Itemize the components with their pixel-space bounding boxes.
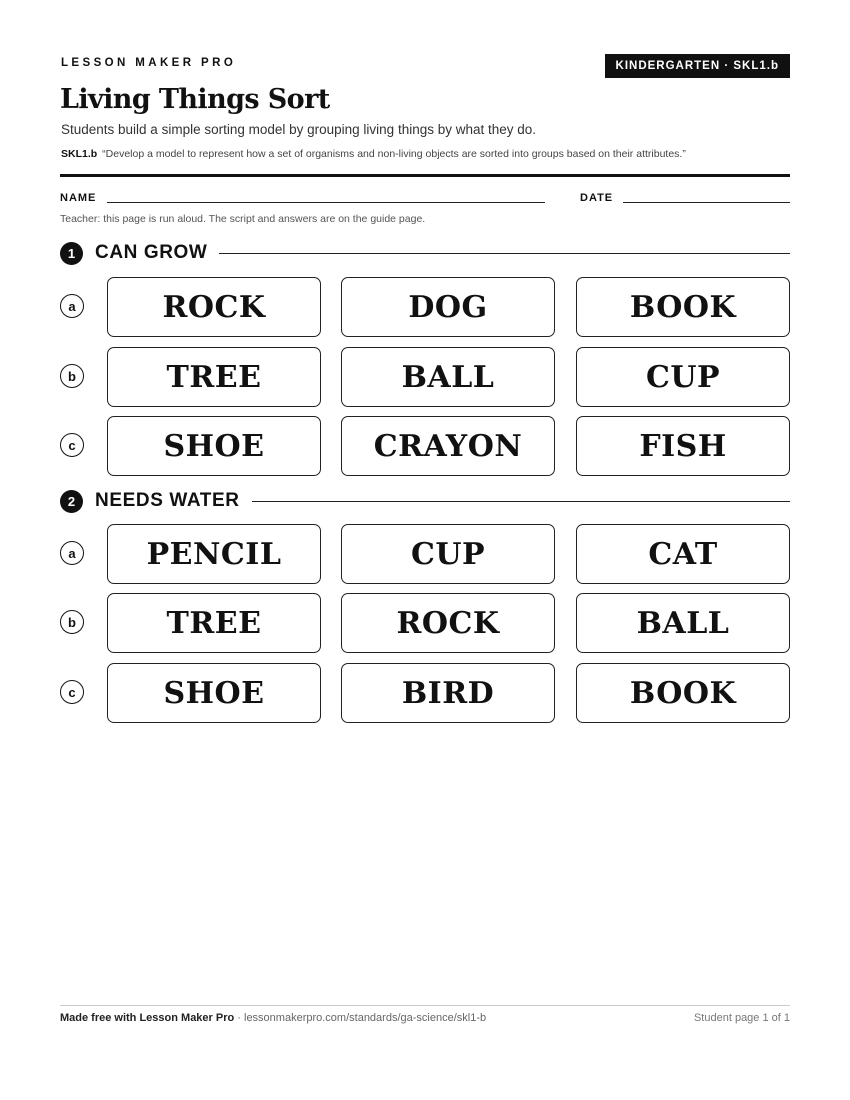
word-card[interactable]: CRAYON [341, 416, 555, 476]
row-letter: b [60, 610, 84, 634]
question-row [60, 416, 790, 476]
word-card[interactable]: BALL [576, 593, 790, 653]
word-card[interactable]: TREE [107, 347, 321, 407]
word-card[interactable]: BALL [341, 347, 555, 407]
standard-text: “Develop a model to represent how a set of organisms and non-living objects are sorted into groups based on their attributes.” [102, 148, 686, 160]
footer-divider [60, 1005, 790, 1006]
section-2-header [60, 489, 790, 513]
word-card[interactable]: CUP [576, 347, 790, 407]
grade-badge: KINDERGARTEN · SKL1.b [605, 54, 790, 78]
standard-code: SKL1.b [61, 148, 98, 160]
word-card[interactable]: ROCK [107, 277, 321, 337]
section-title: NEEDS WATER [95, 490, 240, 511]
word-card[interactable]: PENCIL [107, 524, 321, 584]
date-line[interactable] [623, 202, 790, 203]
question-row [60, 277, 790, 337]
word-card[interactable]: SHOE [107, 663, 321, 723]
page-title: Living Things Sort [60, 84, 330, 115]
footer-credit [60, 1012, 486, 1024]
brand-name: LESSON MAKER PRO [61, 57, 237, 69]
question-row [60, 593, 790, 653]
word-card[interactable]: CAT [576, 524, 790, 584]
section-number: 1 [60, 242, 83, 265]
standard-statement [61, 148, 686, 160]
word-card[interactable]: SHOE [107, 416, 321, 476]
word-card[interactable]: ROCK [341, 593, 555, 653]
row-letter: b [60, 364, 84, 388]
word-card[interactable]: TREE [107, 593, 321, 653]
row-letter: a [60, 294, 84, 318]
name-label: NAME [60, 192, 97, 204]
question-row [60, 524, 790, 584]
date-label: DATE [580, 192, 614, 204]
footer-url: · lessonmakerpro.com/standards/ga-science/skl1-b [234, 1012, 487, 1024]
question-row [60, 347, 790, 407]
teacher-note: Teacher: this page is run aloud. The script and answers are on the guide page. [60, 213, 426, 225]
row-letter: c [60, 433, 84, 457]
section-divider [252, 501, 790, 502]
word-card[interactable]: BOOK [576, 663, 790, 723]
section-1-header [60, 241, 790, 265]
row-letter: c [60, 680, 84, 704]
section-number: 2 [60, 490, 83, 513]
footer-made-with: Made free with Lesson Maker Pro [60, 1012, 235, 1024]
word-card[interactable]: BIRD [341, 663, 555, 723]
section-title: CAN GROW [95, 242, 208, 263]
row-letter: a [60, 541, 84, 565]
name-line[interactable] [107, 202, 545, 203]
word-card[interactable]: BOOK [576, 277, 790, 337]
question-row [60, 663, 790, 723]
footer-page-label: Student page 1 of 1 [693, 1012, 790, 1024]
header-divider [60, 174, 790, 177]
word-card[interactable]: CUP [341, 524, 555, 584]
word-card[interactable]: DOG [341, 277, 555, 337]
page-subtitle: Students build a simple sorting model by grouping living things by what they do. [61, 122, 537, 137]
section-divider [219, 253, 790, 254]
word-card[interactable]: FISH [576, 416, 790, 476]
